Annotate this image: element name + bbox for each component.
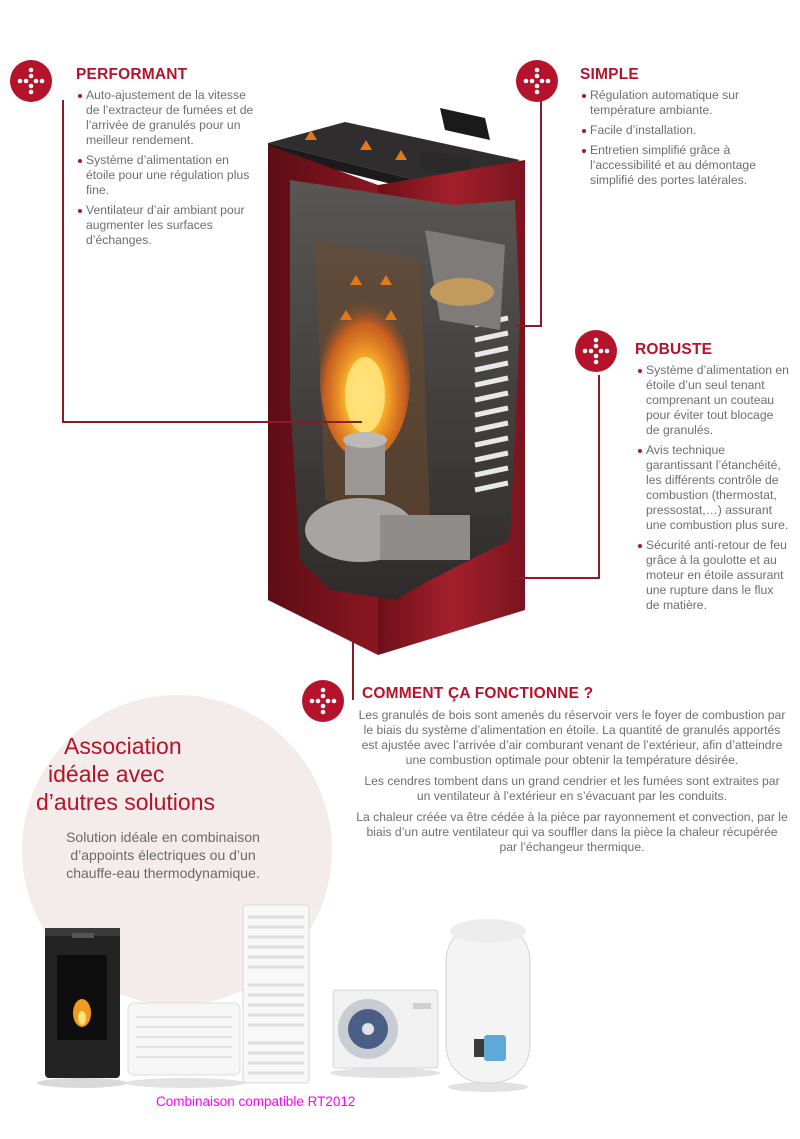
list-item: Régulation automatique sur température ambiante. bbox=[590, 88, 780, 118]
connector-line-simple-h bbox=[516, 325, 542, 327]
connector-line-simple bbox=[540, 100, 542, 326]
association-body-line: chauffe-eau thermodynamique. bbox=[66, 865, 260, 881]
simple-bullet-list bbox=[590, 88, 780, 193]
simple-title: SIMPLE bbox=[580, 66, 639, 83]
fonctionne-paragraph: La chaleur créée va être cédée à la pièce par rayonnement et convection, par le biais d’un autre ventilateur qui va souffler dans la pièce la chaleur récupérée par l’échangeur thermique. bbox=[356, 810, 788, 854]
fonctionne-badge-icon bbox=[302, 680, 344, 722]
connector-line-robuste bbox=[598, 375, 600, 578]
connector-line-performant-h bbox=[62, 421, 362, 423]
fonctionne-title: COMMENT ÇA FONCTIONNE ? bbox=[362, 685, 594, 702]
list-item: Ventilateur d’air ambiant pour augmenter les surfaces d’échanges. bbox=[86, 203, 261, 248]
electric-radiator-image bbox=[125, 1003, 245, 1088]
association-title-line-2: idéale avec bbox=[48, 761, 165, 787]
association-title-line-1: Association bbox=[64, 733, 182, 759]
rt2012-caption: Combinaison compatible RT2012 bbox=[156, 1094, 356, 1109]
simple-badge-icon bbox=[516, 60, 558, 102]
list-item: Auto-ajustement de la vitesse de l’extracteur de fumées et de l’arrivée de granulés pour un meilleur rendement. bbox=[86, 88, 261, 148]
performant-badge-icon bbox=[10, 60, 52, 102]
performant-bullet-list bbox=[86, 88, 261, 253]
connector-line-fonctionne bbox=[352, 640, 354, 700]
association-body-line: Solution idéale en combinaison bbox=[66, 829, 260, 845]
connector-line-performant bbox=[62, 100, 64, 422]
association-title-line-3: d’autres solutions bbox=[36, 789, 215, 815]
fonctionne-paragraph: Les granulés de bois sont amenés du réservoir vers le foyer de combustion par le biais du système d’alimentation en étoile. La quantité de granulés apportés est ajustée avec l’arrivée d’air comburant venant de l’extérieur, afin d’atteindre une combustion optimale pour obtenir la température désirée. bbox=[358, 708, 786, 767]
list-item: Système d’alimentation en étoile pour une régulation plus fine. bbox=[86, 153, 261, 198]
water-heater-image bbox=[446, 919, 530, 1092]
pellet-stove-image bbox=[37, 928, 127, 1088]
performant-title: PERFORMANT bbox=[76, 66, 188, 83]
heat-pump-outdoor-unit-image bbox=[330, 990, 440, 1078]
towel-radiator-image bbox=[243, 905, 309, 1083]
robuste-bullet-list bbox=[646, 363, 790, 618]
robuste-title: ROBUSTE bbox=[635, 341, 713, 358]
list-item: Facile d’installation. bbox=[590, 123, 780, 138]
association-body bbox=[28, 828, 298, 882]
association-body-line: d’appoints électriques ou d’un bbox=[70, 847, 256, 863]
fonctionne-body bbox=[356, 708, 788, 861]
list-item: Entretien simplifié grâce à l’accessibilité et au démontage simplifié des portes latérales. bbox=[590, 143, 780, 188]
products-row bbox=[0, 895, 800, 1095]
connector-line-robuste-h bbox=[516, 577, 600, 579]
list-item: Avis technique garantissant l’étanchéité, les différents contrôle de combustion (thermostat, pressostat,…) assurant une combustion plus sure. bbox=[646, 443, 789, 532]
list-item: Sécurité anti-retour de feu grâce à la goulotte et au moteur en étoile assurant une rupture dans le flux de matière. bbox=[646, 538, 790, 613]
robuste-badge-icon bbox=[575, 330, 617, 372]
fonctionne-paragraph: Les cendres tombent dans un grand cendrier et les fumées sont extraites par un ventilateur à l’extérieur en s’évacuant par les conduits. bbox=[364, 774, 780, 803]
list-item: Système d’alimentation en étoile d’un seul tenant comprenant un couteau pour éviter tout blocage de granulés. bbox=[646, 363, 789, 437]
